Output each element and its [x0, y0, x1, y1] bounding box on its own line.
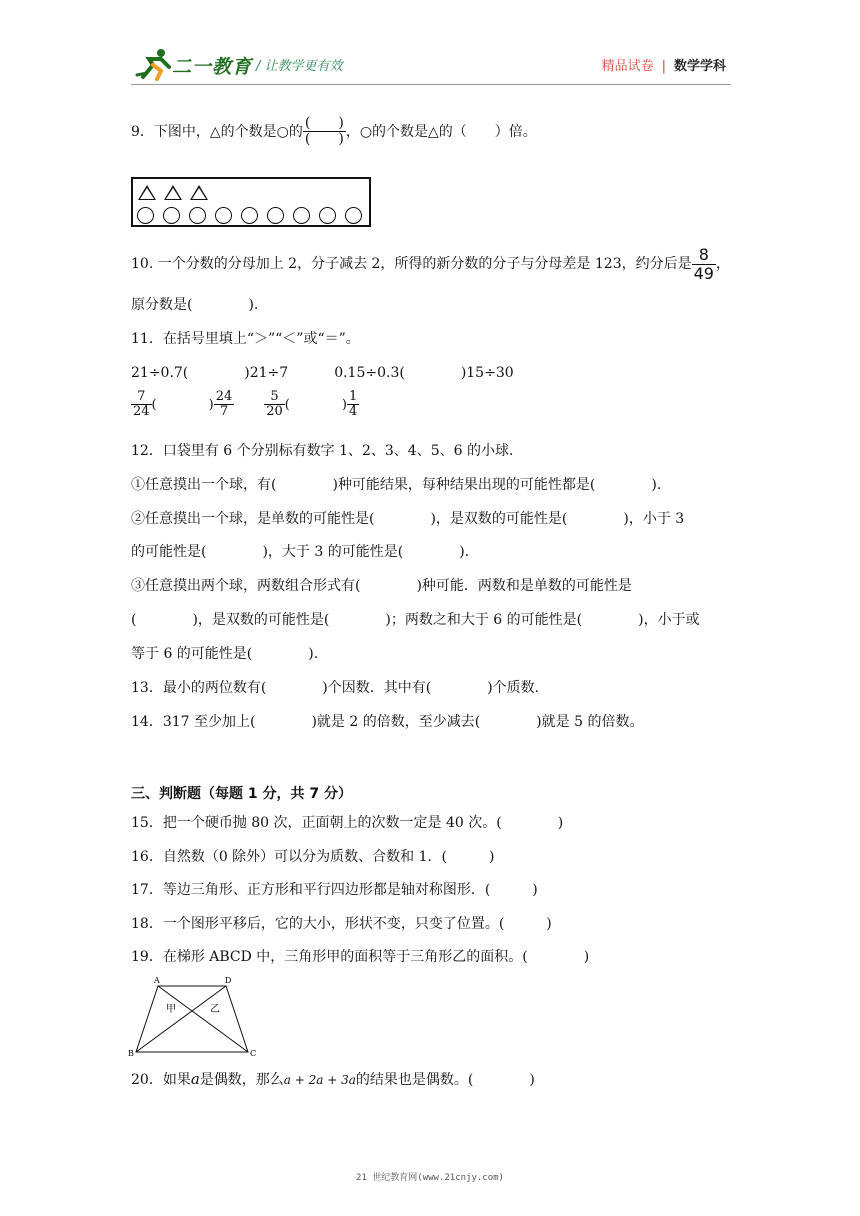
- q9-text-pre: 9．下图中，△的个数是○的: [131, 123, 303, 140]
- triangle-icon: [190, 185, 208, 200]
- q11-compare-b: 0.15÷0.3( )15÷30: [334, 365, 514, 381]
- header-right: [602, 55, 726, 74]
- circle-icon: [137, 207, 154, 224]
- q10-fraction: [692, 246, 716, 282]
- q11-frac-c-num: 7: [131, 390, 152, 405]
- question-18: 18．一个图形平移后，它的大小，形状不变，只变了位置。( ): [131, 916, 552, 932]
- triangle-icon: [138, 185, 156, 200]
- circle-icon: [215, 207, 232, 224]
- circle-icon: [345, 207, 362, 224]
- q11-frac-f: [347, 390, 359, 420]
- q10-fraction-num: 8: [692, 246, 716, 265]
- q20-var-a: a: [190, 1070, 200, 1088]
- q10-fraction-den: 49: [693, 263, 714, 283]
- q11-compare-a: 21÷0.7( )21÷7: [131, 365, 289, 381]
- q11-frac-e: [264, 390, 285, 420]
- header-divider: [131, 84, 731, 85]
- q11-blank-c: ( ): [151, 397, 214, 413]
- slogan: / 让教学更有效: [256, 59, 343, 74]
- circle-icon: [163, 207, 180, 224]
- q20-expression: a + 2a + 3a: [283, 1073, 356, 1087]
- circle-icon: [319, 207, 336, 224]
- question-12-line1: 12．口袋里有 6 个分别标有数字 1、2、3、4、5、6 的小球.: [131, 443, 514, 459]
- question-19: 19．在梯形 ABCD 中，三角形甲的面积等于三角形乙的面积。( ): [131, 949, 590, 965]
- question-9: [131, 116, 537, 148]
- circle-icon: [267, 207, 284, 224]
- q11-frac-e-den: 20: [266, 404, 283, 420]
- q11-frac-d-den: 7: [219, 404, 229, 420]
- q11-frac-d-num: 24: [215, 389, 233, 404]
- question-11-row1: [131, 362, 514, 382]
- circle-icon: [189, 207, 206, 224]
- q11-frac-e-num: 5: [264, 390, 285, 405]
- header-label-subject: 数学学科: [673, 59, 726, 74]
- vertex-c-label: C: [250, 1049, 257, 1058]
- question-12-line3: ②任意摸出一个球，是单数的可能性是( )，是双数的可能性是( )，小于 3: [131, 511, 685, 527]
- question-16: 16．自然数（0 除外）可以分为质数、合数和 1．( ): [131, 849, 495, 865]
- question-17: 17．等边三角形、正方形和平行四边形都是轴对称图形．( ): [131, 882, 538, 898]
- question-10-line1: [131, 246, 730, 282]
- circle-icon: [241, 207, 258, 224]
- q9-fraction-num: ( ): [304, 115, 344, 131]
- shapes-figure: [131, 177, 371, 227]
- q10-tail: ，: [715, 256, 730, 273]
- question-14: 14．317 至少加上( )就是 2 的倍数，至少减去( )就是 5 的倍数。: [131, 714, 644, 730]
- section-3-title: 三、判断题（每题 1 分，共 7 分）: [131, 786, 352, 802]
- circle-icon: [293, 207, 310, 224]
- trapezoid-figure: [126, 974, 266, 1060]
- q11-frac-d: [214, 390, 235, 420]
- logo-text: 二一教育: [172, 56, 253, 78]
- q11-frac-c-den: 24: [133, 404, 150, 420]
- q10-text: 10. 一个分数的分母加上 2，分子减去 2，所得的新分数的分子与分母差是 123，约分后是: [131, 256, 692, 273]
- question-12-line7: 等于 6 的可能性是( ).: [131, 646, 319, 662]
- q11-frac-f-num: 1: [348, 389, 358, 404]
- logo-runner-icon: [135, 47, 175, 81]
- triangle-yi-label: 乙: [210, 1004, 220, 1015]
- triangle-jia-label: 甲: [166, 1004, 176, 1015]
- question-11-line1: 11．在括号里填上“＞”“＜”或“＝”。: [131, 331, 360, 347]
- triangle-icon: [164, 185, 182, 200]
- question-15: 15．把一个硬币抛 80 次，正面朝上的次数一定是 40 次。( ): [131, 815, 564, 831]
- q11-blank-e: ( ): [284, 397, 347, 413]
- question-13: 13．最小的两位数有( )个因数．其中有( )个质数.: [131, 680, 540, 696]
- q11-frac-c: [131, 390, 152, 420]
- header-label-premium: 精品试卷: [601, 59, 654, 74]
- question-12-line2: ①任意摸出一个球，有( )种可能结果，每种结果出现的可能性都是( ).: [131, 477, 662, 493]
- q20-text-pre: 20．如果: [131, 1072, 191, 1088]
- question-12-line6: ( )，是双数的可能性是( )；两数之和大于 6 的可能性是( )，小于或: [131, 612, 700, 628]
- question-12-line5: ③任意摸出两个球，两数组合形式有( )种可能．两数和是单数的可能性是: [131, 578, 632, 594]
- q9-fraction: [303, 116, 346, 148]
- vertex-a-label: A: [154, 976, 160, 985]
- q9-text-post: ，○的个数是△的（ ）倍。: [345, 123, 537, 140]
- vertex-b-label: B: [128, 1049, 134, 1058]
- question-12-line4: 的可能性是( )，大于 3 的可能性是( ).: [131, 544, 470, 560]
- q20-text-post: 的结果也是偶数。( ): [355, 1072, 535, 1088]
- vertex-d-label: D: [225, 976, 232, 985]
- header-separator: |: [661, 59, 666, 74]
- question-11-row2: [131, 390, 359, 420]
- q11-frac-f-den: 4: [348, 404, 358, 420]
- q20-text-mid: 是偶数，那么: [199, 1072, 284, 1088]
- footer: 21 世纪教育网(www.21cnjy.com): [356, 1173, 504, 1183]
- question-20: [131, 1069, 535, 1089]
- question-10-line2: 原分数是( ).: [131, 297, 259, 313]
- q9-fraction-den: ( ): [304, 131, 344, 148]
